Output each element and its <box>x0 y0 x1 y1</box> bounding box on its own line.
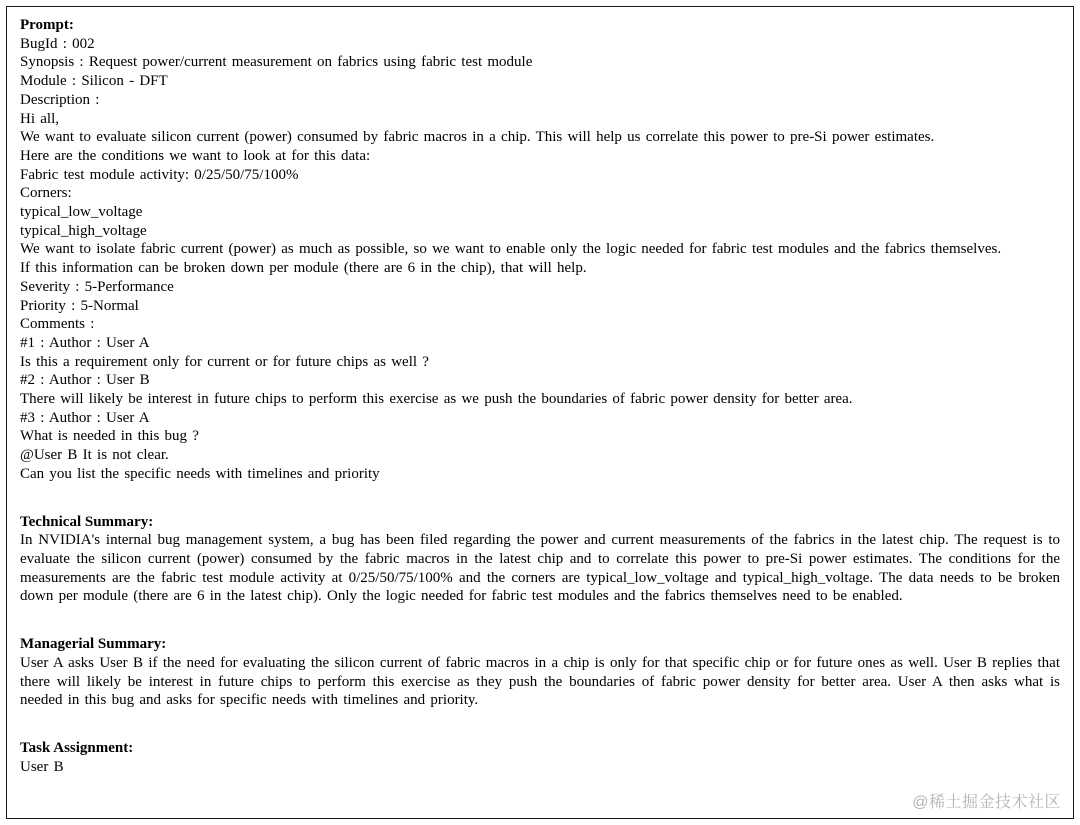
technical-summary-body: In NVIDIA's internal bug management system, a bug has been filed regarding the power and current measurements of the fabrics in the latest chip. The request is to evaluate the silicon current (power) consumed by the fabric macros in the latest chip and to correlate this power to pre-Si power estimates. The conditions for the measurements are the fabric test module activity at 0/25/50/75/100% and the corners are typical_low_voltage and typical_high_voltage. The data needs to be broken down per module (there are 6 in the latest chip). Only the logic needed for fabric test modules and the fabrics themselves need to be enabled. <box>20 532 1060 605</box>
prompt-line: Here are the conditions we want to look at for this data: <box>20 147 371 164</box>
prompt-line: #3 : Author : User A <box>20 409 150 426</box>
prompt-line: Corners: <box>20 185 72 202</box>
prompt-line: typical_high_voltage <box>20 222 147 239</box>
task-assignment-heading: Task Assignment: <box>20 739 134 756</box>
prompt-line: Priority : 5-Normal <box>20 297 139 314</box>
prompt-line: Is this a requirement only for current or for future chips as well ? <box>20 353 429 370</box>
prompt-line: If this information can be broken down per module (there are 6 in the chip), that will help. <box>20 260 587 277</box>
prompt-line: BugId : 002 <box>20 35 95 52</box>
prompt-line: Severity : 5-Performance <box>20 278 174 295</box>
managerial-summary-heading: Managerial Summary: <box>20 636 167 653</box>
section-technical-summary <box>20 513 1060 607</box>
prompt-line: Can you list the specific needs with timelines and priority <box>20 465 380 482</box>
document <box>6 6 1074 819</box>
prompt-line: Description : <box>20 91 100 108</box>
prompt-line: We want to evaluate silicon current (power) consumed by fabric macros in a chip. This will help us correlate this power to pre-Si power estimates. <box>20 129 935 146</box>
technical-summary-heading: Technical Summary: <box>20 513 154 530</box>
prompt-line: Hi all, <box>20 110 59 127</box>
prompt-line: typical_low_voltage <box>20 204 143 221</box>
managerial-summary-body: User A asks User B if the need for evaluating the silicon current of fabric macros in a chip is only for that specific chip or for future ones as well. User B replies that there will likely be interest in future chips to perform this exercise as they push the boundaries of fabric power density for better area. User A then asks what is needed in this bug and asks for specific needs with timelines and priority. <box>20 654 1060 709</box>
prompt-line: #2 : Author : User B <box>20 372 150 389</box>
section-task-assignment <box>20 739 1060 776</box>
prompt-line: What is needed in this bug ? <box>20 428 199 445</box>
prompt-heading: Prompt: <box>20 17 74 33</box>
prompt-line: @User B It is not clear. <box>20 447 169 464</box>
watermark: @稀土掘金技术社区 <box>912 794 1061 811</box>
prompt-line: There will likely be interest in future chips to perform this exercise as we push the boundaries of fabric power density for better area. <box>20 391 853 408</box>
prompt-line: Module : Silicon - DFT <box>20 73 168 90</box>
task-assignment-body: User B <box>20 758 64 775</box>
prompt-line: Synopsis : Request power/current measurement on fabrics using fabric test module <box>20 54 533 71</box>
section-managerial-summary <box>20 635 1060 710</box>
section-prompt <box>20 16 1060 484</box>
prompt-line: #1 : Author : User A <box>20 334 150 351</box>
prompt-line: Comments : <box>20 316 95 333</box>
prompt-line: We want to isolate fabric current (power) as much as possible, so we want to enable only the logic needed for fabric test modules and the fabrics themselves. <box>20 241 1002 258</box>
prompt-line: Fabric test module activity: 0/25/50/75/100% <box>20 166 299 183</box>
